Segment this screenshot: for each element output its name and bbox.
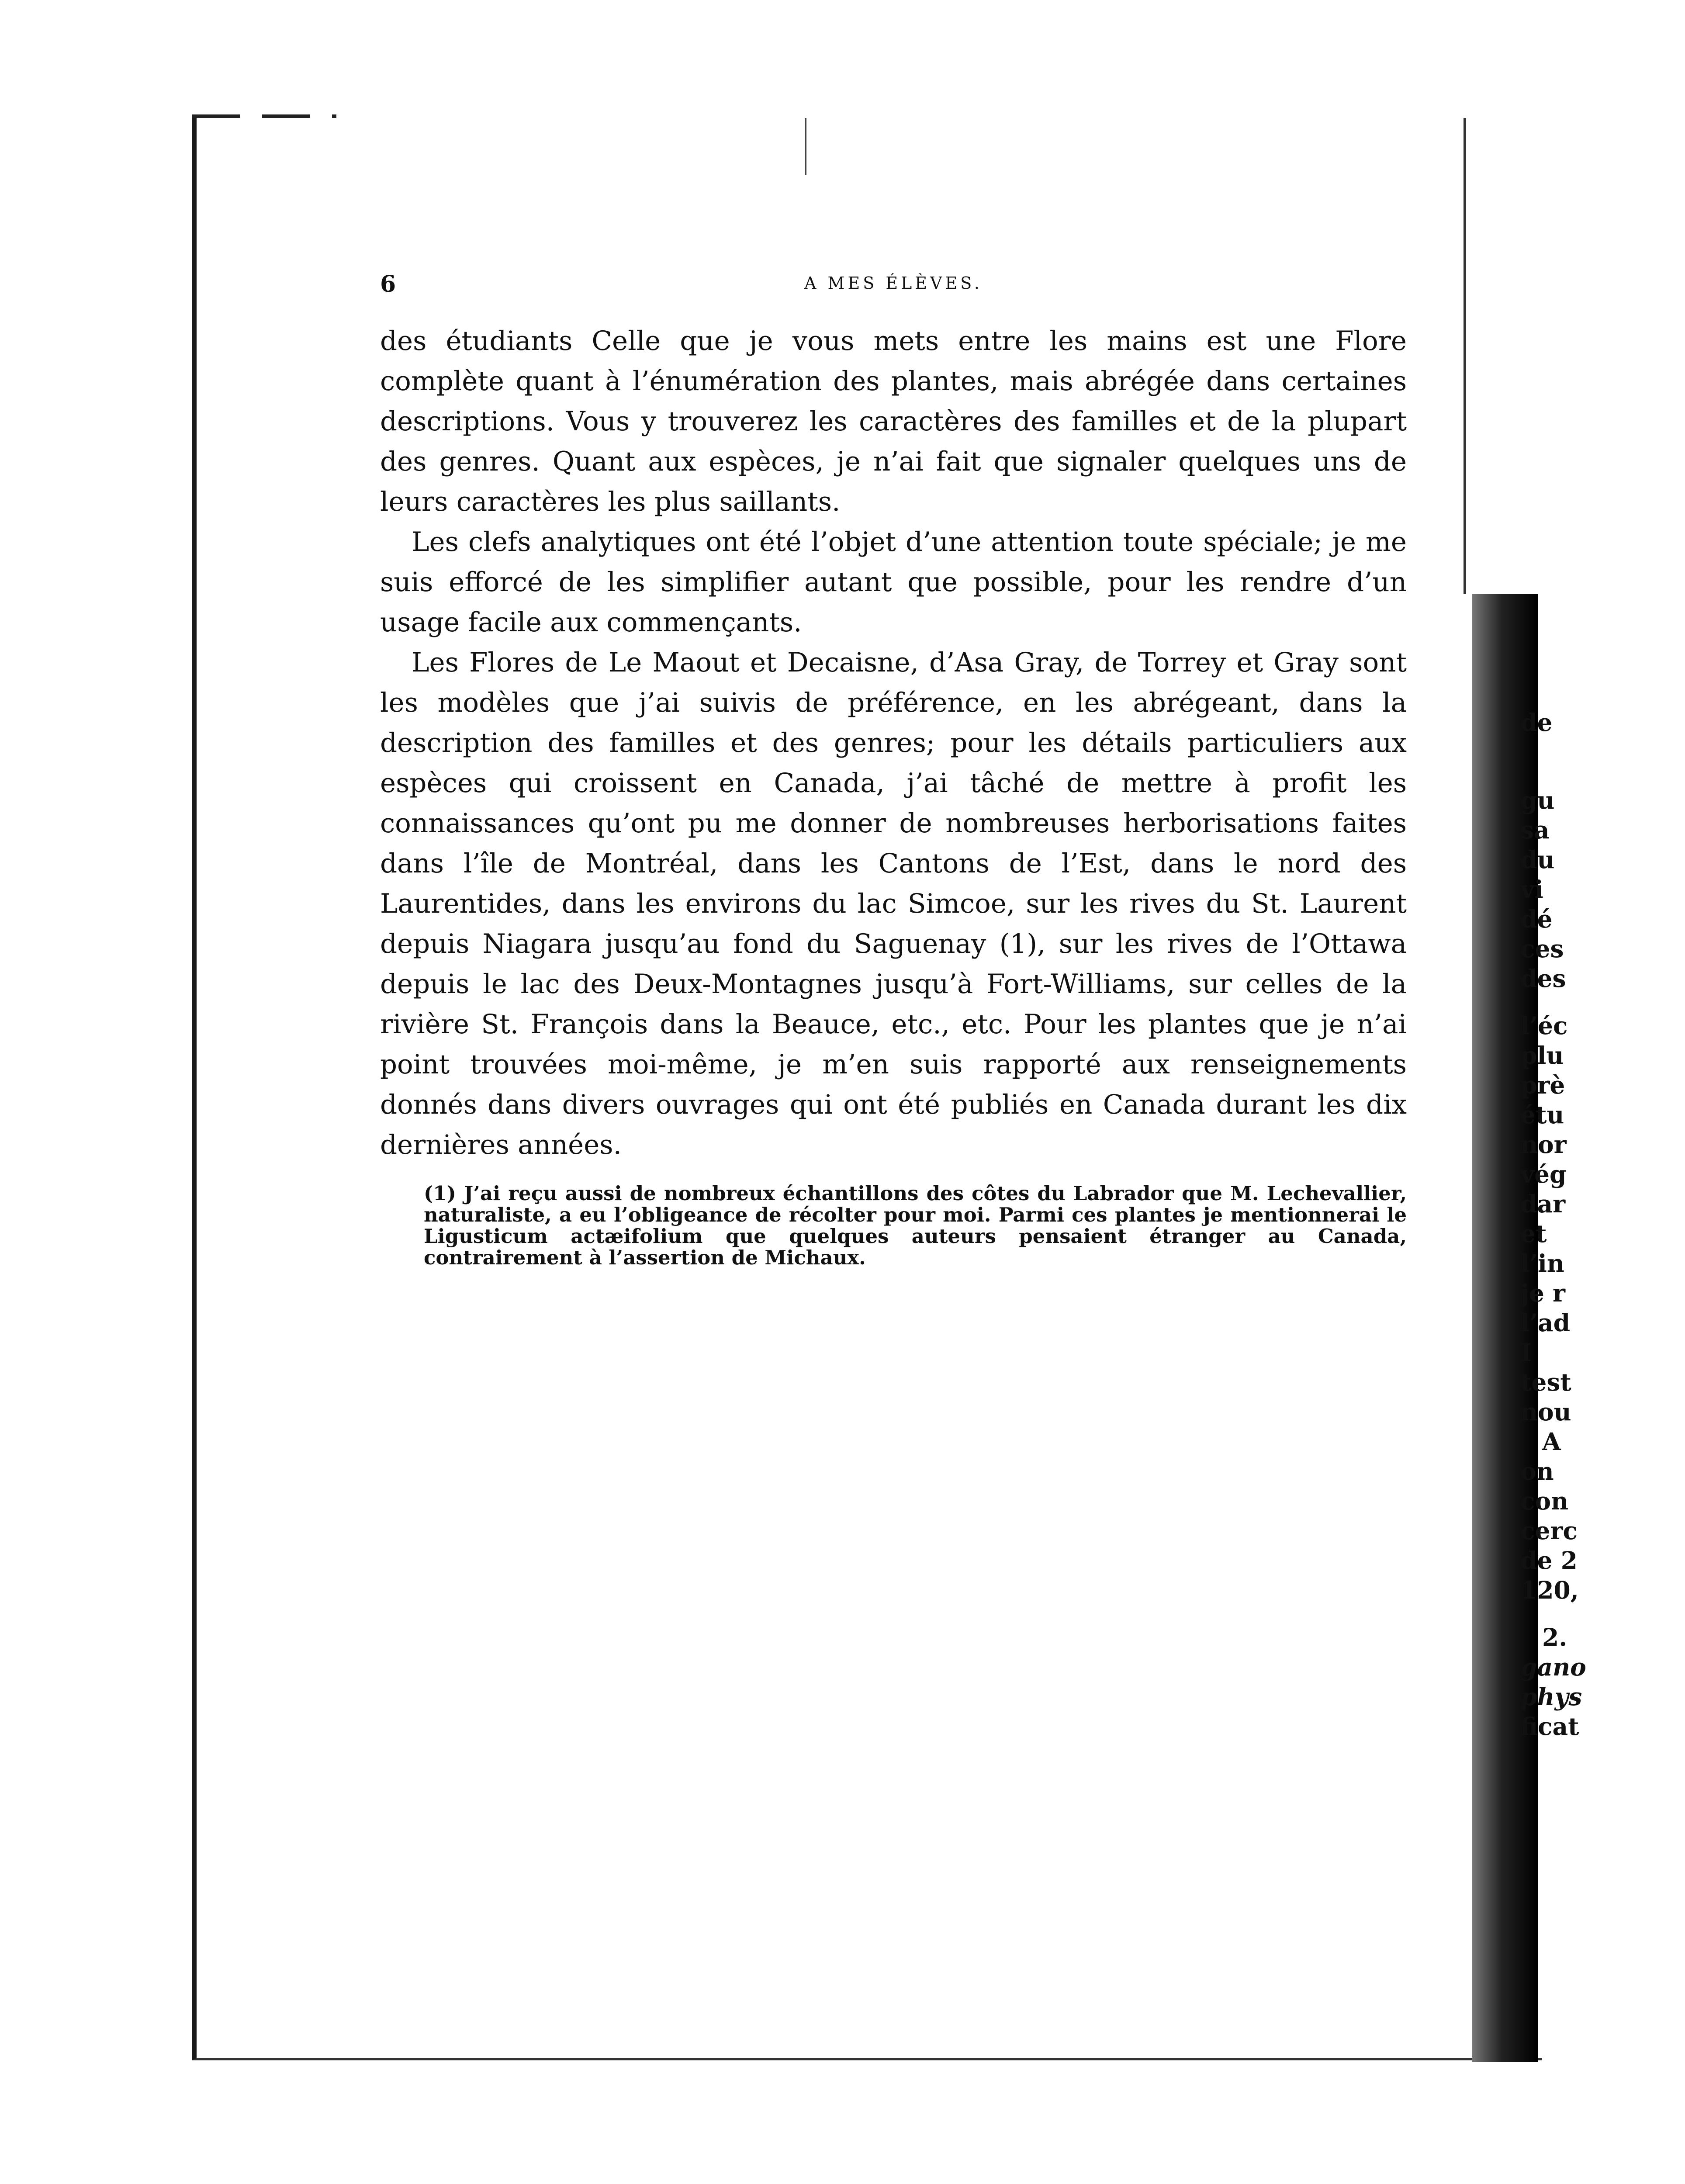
paragraph: Les Flores de Le Maout et Decaisne, d’Asa Gray, de Torrey et Gray sont les modèles que j’ai suivis de préférence, en les abrégeant, dans la description des familles et des genres; pour les détails particuliers aux espèces qui croissent en Canada, j’ai tâché de mettre à profit les connaissances qu’ont pu me donner de nombreuses herborisations faites dans l’île de Montréal, dans les Cantons de l’Est, dans le nord des Laurentides, dans les environs du lac Simcoe, sur les rives du St. Laurent depuis Niagara jusqu’au fond du Saguenay (1), sur les rives de l’Ottawa depuis le lac des Deux-Montagnes jusqu’à Fort-Williams, sur celles de la rivière St. François dans la Beauce, etc., etc. Pour les plantes que je n’ai point trouvées moi-même, je m’en suis rapporté aux renseignements donnés dans divers ouvrages qui ont été publiés en Canada durant les dix dernières années.: [380, 647, 1407, 1160]
fragment: 2.: [1542, 1623, 1567, 1651]
scan-top-edge: [192, 114, 336, 118]
fragment: ces: [1520, 935, 1564, 963]
fragment: prè: [1520, 1071, 1565, 1099]
fragment: des: [1520, 964, 1566, 993]
fragment: gu: [1520, 786, 1555, 814]
body-text: [380, 321, 1407, 1165]
facing-page-fragments: [1520, 708, 1651, 1741]
scan-gutter-mark: [805, 118, 806, 175]
fragment: nou: [1520, 1398, 1571, 1426]
running-head: [380, 271, 1407, 297]
fragment: con: [1520, 1487, 1569, 1515]
fragment: 120,: [1520, 1576, 1579, 1604]
fragment: vég: [1520, 1160, 1567, 1188]
fragment: étu: [1520, 1101, 1564, 1129]
fragment: l’ad: [1520, 1308, 1571, 1337]
fragment: phys: [1520, 1682, 1582, 1711]
fragment: vi: [1520, 875, 1543, 903]
footnote: (1) J’ai reçu aussi de nombreux échantillons des côtes du Labrador que M. Lechevallier, naturaliste, a eu l’obligeance de récolter pour moi. Parmi ces plantes je mentionnerai le Ligusticum actæifolium que quelques auteurs pensaient étranger au Canada, contrairement à l’assertion de Michaux.: [424, 1182, 1407, 1269]
fragment: I: [1520, 1338, 1532, 1367]
fragment: nor: [1520, 1130, 1567, 1159]
running-title: A MES ÉLÈVES.: [804, 273, 983, 293]
fragment: l’in: [1520, 1249, 1564, 1277]
fragment: du: [1520, 845, 1555, 874]
fragment: plu: [1520, 1041, 1564, 1070]
scan-right-edge: [1464, 118, 1484, 594]
paragraph: des étudiants Celle que je vous mets entre les mains est une Flore complète quant à l’énumération des plantes, mais abrégée dans certaines descriptions. Vous y trouverez les caractères des familles et de la plupart des genres. Quant aux espèces, je n’ai fait que signaler quelques uns de leurs caractères les plus saillants.: [380, 325, 1407, 517]
page-number: 6: [380, 271, 396, 298]
fragment: dar: [1520, 1190, 1566, 1218]
fragment: sa: [1520, 816, 1550, 844]
fragment: de 2: [1520, 1546, 1578, 1575]
book-page: [380, 271, 1407, 1268]
fragment: A: [1542, 1427, 1561, 1456]
fragment: gano: [1520, 1653, 1586, 1681]
fragment: dé: [1520, 905, 1553, 933]
fragment: test: [1520, 1368, 1571, 1396]
fragment: de: [1520, 708, 1553, 737]
fragment: l’éc: [1520, 1011, 1568, 1040]
fragment: je r: [1520, 1279, 1566, 1307]
fragment: et: [1520, 1219, 1547, 1248]
fragment: cerc: [1520, 1516, 1578, 1545]
paragraph: Les clefs analytiques ont été l’objet d’une attention toute spéciale; je me suis efforcé de les simplifier autant que possible, pour les rendre d’un usage facile aux commençants.: [380, 526, 1407, 638]
fragment: ficat: [1520, 1712, 1579, 1741]
fragment: on: [1520, 1457, 1554, 1485]
